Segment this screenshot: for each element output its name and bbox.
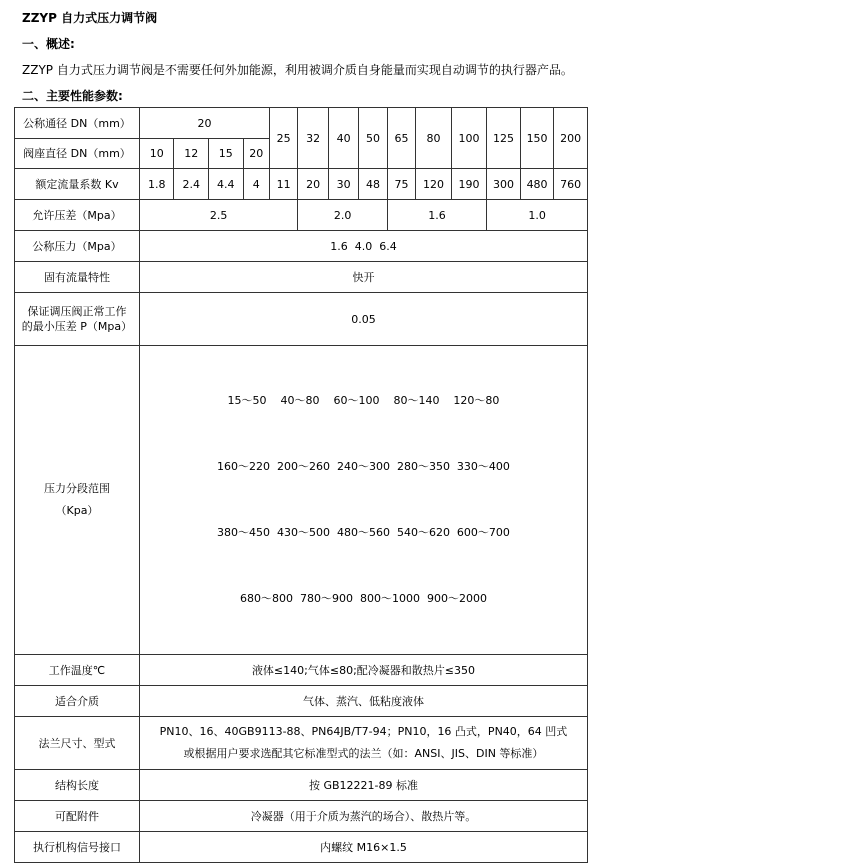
temp-label: 工作温度℃ [15, 655, 140, 686]
kv-cell: 760 [554, 169, 588, 200]
range-line: 15～50 40～80 60～100 80～140 120～80 [227, 394, 500, 407]
dn-label: 公称通径 DN（mm） [15, 108, 140, 139]
range-line: 680～800 780～900 800～1000 900～2000 [240, 592, 487, 605]
table-row-pressure-diff [15, 200, 588, 231]
medium-value: 气体、蒸汽、低粘度液体 [139, 686, 587, 717]
seat-label: 阀座直径 DN（mm） [15, 139, 140, 169]
dp-cell: 1.6 [387, 200, 487, 231]
flange-line: 或根据用户要求选配其它标准型式的法兰（如：ANSI、JIS、DIN 等标准） [183, 747, 544, 760]
dn-cell: 25 [269, 108, 297, 169]
dn-cell: 100 [451, 108, 487, 169]
range-line: 160～220 200～260 240～300 280～350 330～400 [217, 460, 510, 473]
length-label: 结构长度 [15, 770, 140, 801]
dp-cell: 2.5 [139, 200, 297, 231]
document-title: ZZYP 自力式压力调节阀 [22, 11, 158, 25]
seat-cell: 20 [243, 139, 269, 169]
minp-label [15, 293, 140, 346]
kv-cell: 190 [451, 169, 487, 200]
kv-cell: 75 [387, 169, 415, 200]
dn-cell: 150 [520, 108, 554, 169]
overview-text: ZZYP 自力式压力调节阀是不需要任何外加能源，利用被调介质自身能量而实现自动调节的执行器产品。 [22, 63, 573, 77]
kv-cell: 48 [359, 169, 387, 200]
seat-cell: 15 [209, 139, 244, 169]
table-row-medium [15, 686, 588, 717]
seat-cell: 10 [139, 139, 174, 169]
kv-cell: 20 [298, 169, 328, 200]
dn-cell: 50 [359, 108, 387, 169]
dn-cell: 200 [554, 108, 588, 169]
table-row-flow-characteristic [15, 262, 588, 293]
flow-label: 固有流量特性 [15, 262, 140, 293]
table-row-dn [15, 108, 588, 139]
flange-line: PN10、16、40GB9113-88、PN64JB/T7-94；PN10，16 凸式，PN40，64 凹式 [159, 725, 568, 738]
signal-value: 内螺纹 M16×1.5 [139, 832, 587, 863]
medium-label: 适合介质 [15, 686, 140, 717]
flow-value: 快开 [139, 262, 587, 293]
length-value: 按 GB12221-89 标准 [139, 770, 587, 801]
kv-cell: 480 [520, 169, 554, 200]
dp-cell: 2.0 [298, 200, 387, 231]
dp-label: 允许压差（Mpa） [15, 200, 140, 231]
table-row-accessories [15, 801, 588, 832]
signal-label: 执行机构信号接口 [15, 832, 140, 863]
range-label-line: （Kpa） [55, 504, 99, 517]
kv-cell: 11 [269, 169, 297, 200]
minp-label-line: 保证调压阀正常工作 [27, 305, 127, 318]
acc-label: 可配附件 [15, 801, 140, 832]
dn-20-cell: 20 [139, 108, 269, 139]
range-line: 380～450 430～500 480～560 540～620 600～700 [217, 526, 510, 539]
seat-cell: 12 [174, 139, 209, 169]
kv-cell: 1.8 [139, 169, 174, 200]
minp-label-line: 的最小压差 P（Mpa） [21, 320, 133, 333]
kv-cell: 300 [487, 169, 521, 200]
table-row-length [15, 770, 588, 801]
table-row-min-pressure [15, 293, 588, 346]
kv-cell: 2.4 [174, 169, 209, 200]
dn-cell: 125 [487, 108, 521, 169]
kv-cell: 4.4 [209, 169, 244, 200]
table-row-nominal-pressure [15, 231, 588, 262]
dp-cell: 1.0 [487, 200, 588, 231]
table-row-signal [15, 832, 588, 863]
table-row-pressure-range [15, 346, 588, 655]
pn-label: 公称压力（Mpa） [15, 231, 140, 262]
range-label [15, 346, 140, 655]
section-overview-heading: 一、概述: [22, 37, 75, 51]
minp-value: 0.05 [139, 293, 587, 346]
kv-cell: 30 [328, 169, 358, 200]
flange-value [139, 717, 587, 770]
flange-label: 法兰尺寸、型式 [15, 717, 140, 770]
temp-value: 液体≤140;气体≤80;配冷凝器和散热片≤350 [139, 655, 587, 686]
kv-cell: 4 [243, 169, 269, 200]
dn-cell: 65 [387, 108, 415, 169]
kv-label: 额定流量系数 Kv [15, 169, 140, 200]
dn-cell: 80 [416, 108, 452, 169]
table-row-kv [15, 169, 588, 200]
kv-cell: 120 [416, 169, 452, 200]
range-label-line: 压力分段范围 [43, 482, 110, 495]
section-params-heading: 二、主要性能参数: [22, 89, 123, 103]
table-row-flange [15, 717, 588, 770]
acc-value: 冷凝器（用于介质为蒸汽的场合）、散热片等。 [139, 801, 587, 832]
dn-cell: 32 [298, 108, 328, 169]
dn-cell: 40 [328, 108, 358, 169]
performance-parameters-table [14, 107, 588, 863]
table-row-temperature [15, 655, 588, 686]
range-values [139, 346, 587, 655]
pn-value: 1.6 4.0 6.4 [139, 231, 587, 262]
